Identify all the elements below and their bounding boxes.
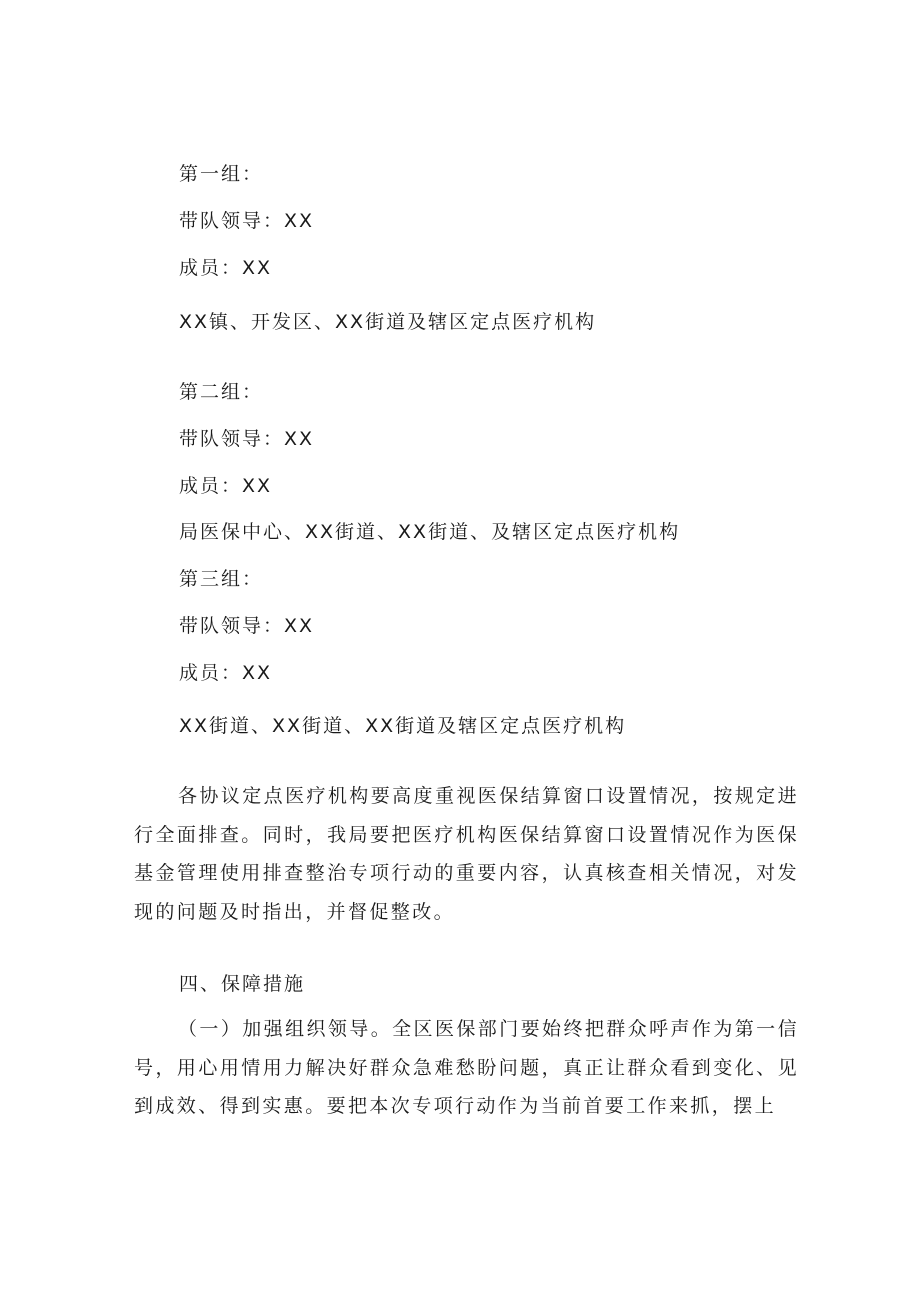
group-2-title: 第二组： [179,381,264,403]
body-paragraph-1: 各协议定点医疗机构要高度重视医保结算窗口设置情况，按规定进行全面排查。同时，我局要把医疗机构医保结算窗口设置情况作为医保基金管理使用排查整治专项行动的重要内容，认真核查相关情况，对发现的问题及时指出，并督促整改。 [134,785,799,923]
group-3-title: 第三组： [179,568,264,590]
group-1-scope: XX镇、开发区、XX街道及辖区定点医疗机构 [179,311,597,333]
group-3-members: 成员：XX [179,662,273,684]
group-1-leader: 带队领导：XX [179,210,315,232]
body-paragraph-2: （一）加强组织领导。全区医保部门要始终把群众呼声作为第一信号，用心用情用力解决好群众急难愁盼问题，真正让群众看到变化、见到成效、得到实惠。要把本次专项行动作为当前首要工作来抓，摆上 [134,1018,799,1117]
group-2-members: 成员：XX [179,475,273,497]
section-4-heading: 四、保障措施 [179,973,306,995]
group-1-title: 第一组： [179,163,264,185]
group-2-leader: 带队领导：XX [179,428,315,450]
group-3-leader: 带队领导：XX [179,615,315,637]
group-3-scope: XX街道、XX街道、XX街道及辖区定点医疗机构 [179,715,627,737]
group-1-members: 成员：XX [179,257,273,279]
group-2-scope: 局医保中心、XX街道、XX街道、及辖区定点医疗机构 [179,521,681,543]
